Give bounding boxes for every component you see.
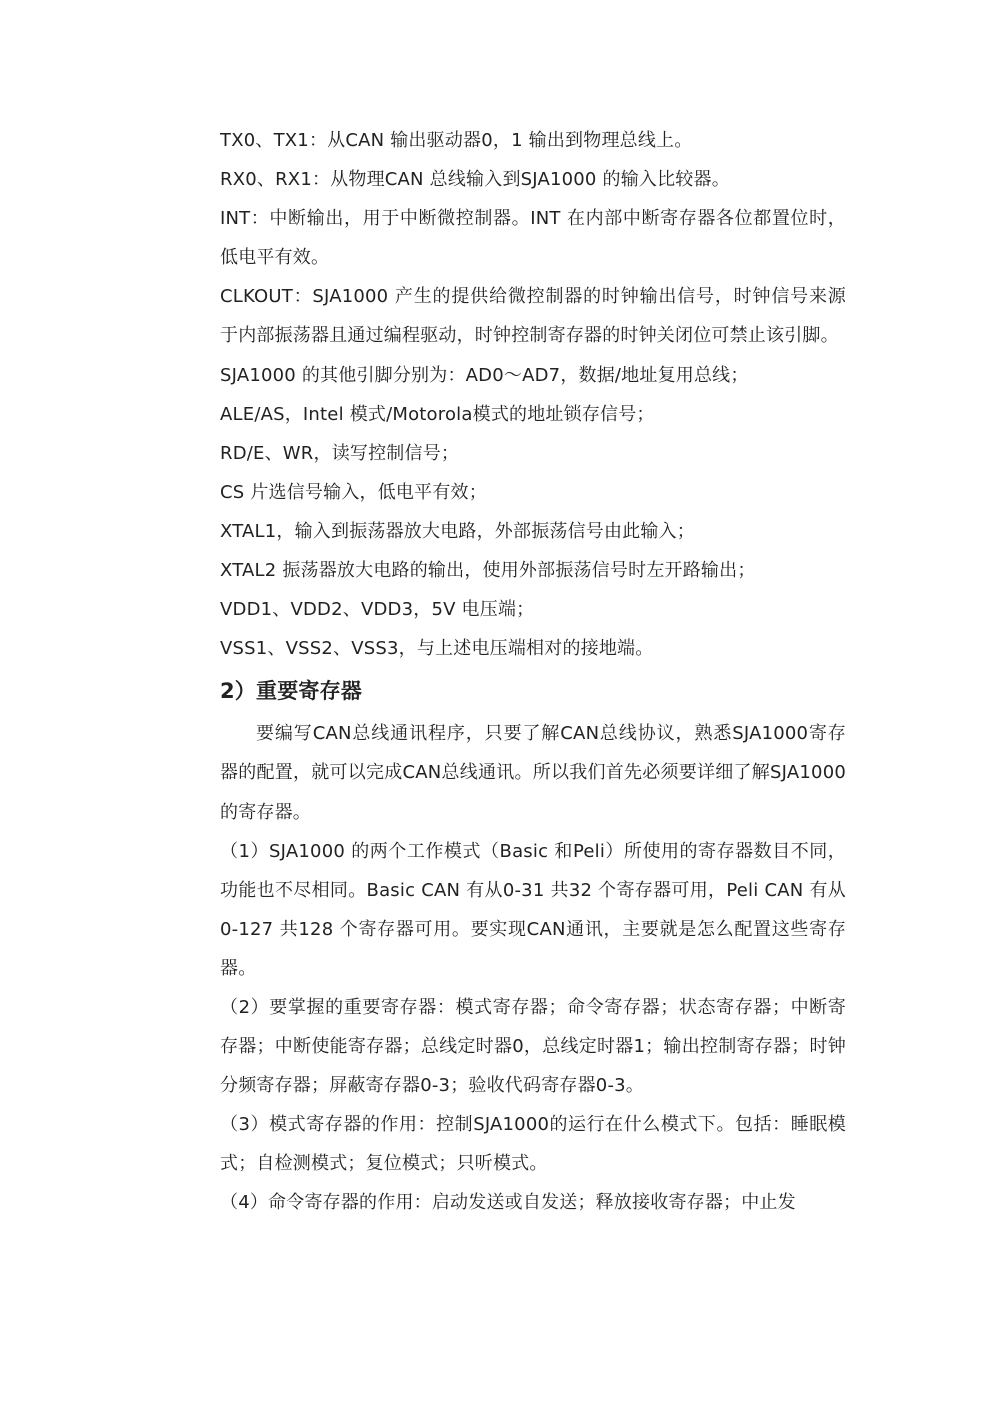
pin-desc-cs: CS 片选信号输入，低电平有效； (220, 481, 487, 503)
pin-desc-rx: RX0、RX1：从物理CAN 总线输入到SJA1000 的输入比较器。 (220, 169, 730, 191)
pin-desc-vss: VSS1、VSS2、VSS3，与上述电压端相对的接地端。 (220, 638, 654, 660)
pin-desc-xtal2: XTAL2 振荡器放大电路的输出，使用外部振荡信号时左开路输出； (220, 560, 756, 582)
pin-desc-ale: ALE/AS，Intel 模式/Motorola模式的地址锁存信号； (220, 403, 655, 425)
pin-desc-tx: TX0、TX1：从CAN 输出驱动器0，1 输出到物理总线上。 (220, 130, 693, 151)
point-3-paragraph: （3）模式寄存器的作用：控制SJA1000的运行在什么模式下。包括：睡眠模式；自检测模式；复位模式；只听模式。 (220, 1114, 846, 1175)
point-2-paragraph: （2）要掌握的重要寄存器：模式寄存器；命令寄存器；状态寄存器；中断寄存器；中断使能寄存器；总线定时器0，总线定时器1；输出控制寄存器；时钟分频寄存器；屏蔽寄存器0-3；验收代码寄存器0-3。 (220, 996, 846, 1097)
pin-desc-int: INT：中断输出，用于中断微控制器。INT 在内部中断寄存器各位都置位时，低电平有效。 (220, 208, 846, 269)
pin-desc-vdd: VDD1、VDD2、VDD3，5V 电压端； (220, 599, 535, 621)
section-heading: 2）重要寄存器 (220, 679, 363, 704)
pin-desc-clkout: CLKOUT：SJA1000 产生的提供给微控制器的时钟输出信号，时钟信号来源于内部振荡器且通过编程驱动，时钟控制寄存器的时钟关闭位可禁止该引脚。 (220, 286, 846, 347)
pin-desc-rd-wr: RD/E、WR，读写控制信号； (220, 442, 460, 464)
pin-desc-xtal1: XTAL1，输入到振荡器放大电路，外部振荡信号由此输入； (220, 520, 696, 542)
point-4-paragraph: （4）命令寄存器的作用：启动发送或自发送；释放接收寄存器；中止发 (220, 1192, 796, 1214)
intro-paragraph: 要编写CAN总线通讯程序，只要了解CAN总线协议，熟悉SJA1000寄存器的配置，就可以完成CAN总线通讯。所以我们首先必须要详细了解SJA1000的寄存器。 (220, 723, 846, 823)
pin-desc-other: SJA1000 的其他引脚分别为：AD0～AD7，数据/地址复用总线； (220, 364, 749, 386)
point-1-paragraph: （1）SJA1000 的两个工作模式（Basic 和Peli）所使用的寄存器数目不同，功能也不尽相同。Basic CAN 有从0-31 共32 个寄存器可用，Peli CAN 有从0-127 共128 个寄存器可用。要实现CAN通讯，主要就是怎么配置这些寄存器。 (220, 840, 846, 979)
page-content (220, 121, 846, 1223)
